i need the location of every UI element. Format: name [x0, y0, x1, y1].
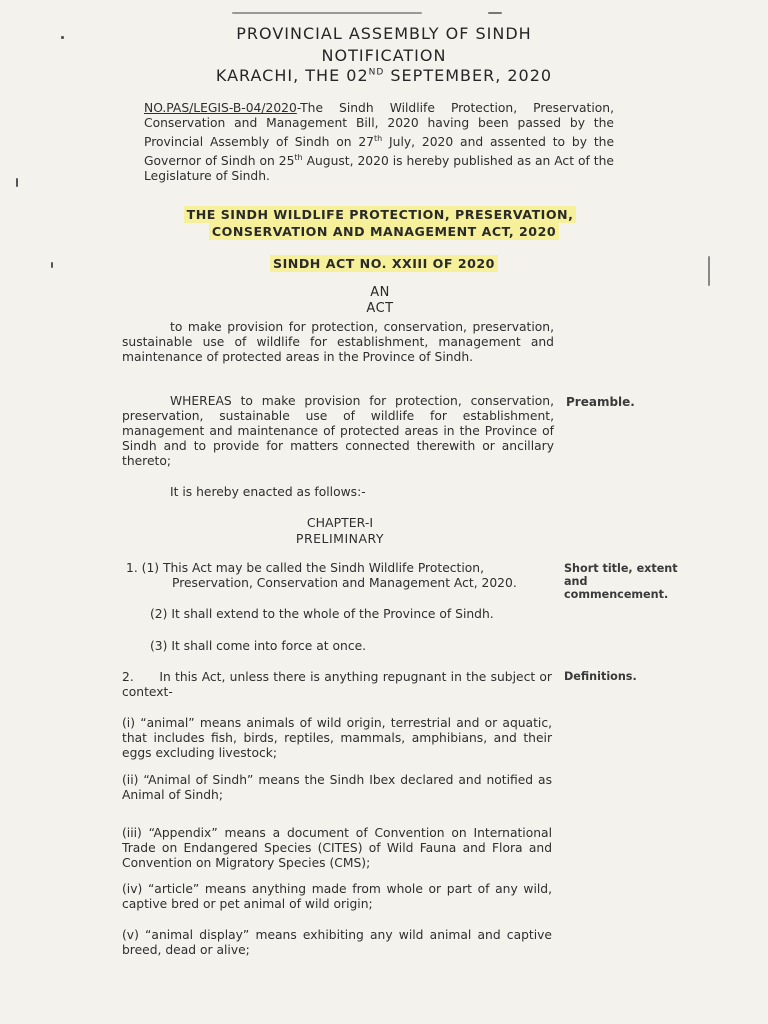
scan-speck [61, 36, 64, 39]
act-title-line-2: CONSERVATION AND MANAGEMENT ACT, 2020 [0, 224, 768, 239]
place-date-heading: KARACHI, THE 02ND SEPTEMBER, 2020 [215, 66, 553, 85]
definition-item: (iv) “article” means anything made from whole or part of any wild, captive bred or pet animal of wild origin; [122, 882, 552, 911]
section-1-line-2: Preservation, Conservation and Management Act, 2020. [172, 576, 517, 590]
section-1-line-1: 1. (1) This Act may be called the Sindh Wildlife Protection, [126, 561, 484, 575]
section-1-margin-note: Short title, extent and commencement. [564, 562, 678, 601]
preamble-paragraph: WHEREAS to make provision for protection, conservation, preservation, sustainable use of wildlife for establishment, management and maintenance of protected areas in the Province of Sindh and to provide for matters connected therewith or ancillary thereto; [122, 394, 554, 468]
act-number: SINDH ACT NO. XXIII OF 2020 [0, 256, 768, 271]
definition-item: (ii) “Animal of Sindh” means the Sindh Ibex declared and notified as Animal of Sindh; [122, 773, 552, 802]
section-2-margin-note: Definitions. [564, 670, 637, 683]
act-act: ACT [366, 301, 394, 316]
scan-speck [488, 12, 502, 14]
section-1-subsection-3: (3) It shall come into force at once. [150, 639, 367, 653]
reference-number: NO.PAS/LEGIS-B-04/2020 [144, 101, 297, 115]
intro-paragraph: NO.PAS/LEGIS-B-04/2020-The Sindh Wildlife Protection, Preservation, Conservation and Management Bill, 2020 having been passed by the Provincial Assembly of Sindh on 27th July, 2020 and assented to by the Governor of Sindh on 25th August, 2020 is hereby published as an Act of the Legislature of Sindh. [144, 101, 615, 184]
act-title-line-1: THE SINDH WILDLIFE PROTECTION, PRESERVATION, [0, 207, 764, 222]
scan-speck [708, 256, 710, 286]
purpose-paragraph: to make provision for protection, conservation, preservation, sustainable use of wildlife for establishment, management and maintenance of protected areas in the Province of Sindh. [122, 320, 554, 364]
scan-speck [51, 262, 53, 268]
preamble-margin-note: Preamble. [566, 395, 635, 409]
chapter-number: CHAPTER-I [306, 515, 374, 530]
assembly-heading: PROVINCIAL ASSEMBLY OF SINDH [236, 24, 532, 43]
enacted-line: It is hereby enacted as follows:- [170, 485, 366, 499]
act-an: AN [370, 285, 390, 300]
definition-item: (v) “animal display” means exhibiting any wild animal and captive breed, dead or alive; [122, 928, 552, 957]
definition-item: (i) “animal” means animals of wild origin, terrestrial and or aquatic, that includes fish, birds, reptiles, mammals, amphibians, and their eggs excluding livestock; [122, 716, 552, 760]
section-2-intro: 2. In this Act, unless there is anything repugnant in the subject or context- [122, 670, 556, 699]
scan-speck [232, 12, 422, 14]
notification-heading: NOTIFICATION [321, 46, 447, 65]
chapter-name: PRELIMINARY [295, 531, 385, 546]
scan-speck [16, 178, 18, 187]
section-1-subsection-2: (2) It shall extend to the whole of the Province of Sindh. [150, 607, 494, 621]
definition-item: (iii) “Appendix” means a document of Convention on International Trade on Endangered Species (CITES) of Wild Fauna and Flora and Convention on Migratory Species (CMS); [122, 826, 552, 870]
